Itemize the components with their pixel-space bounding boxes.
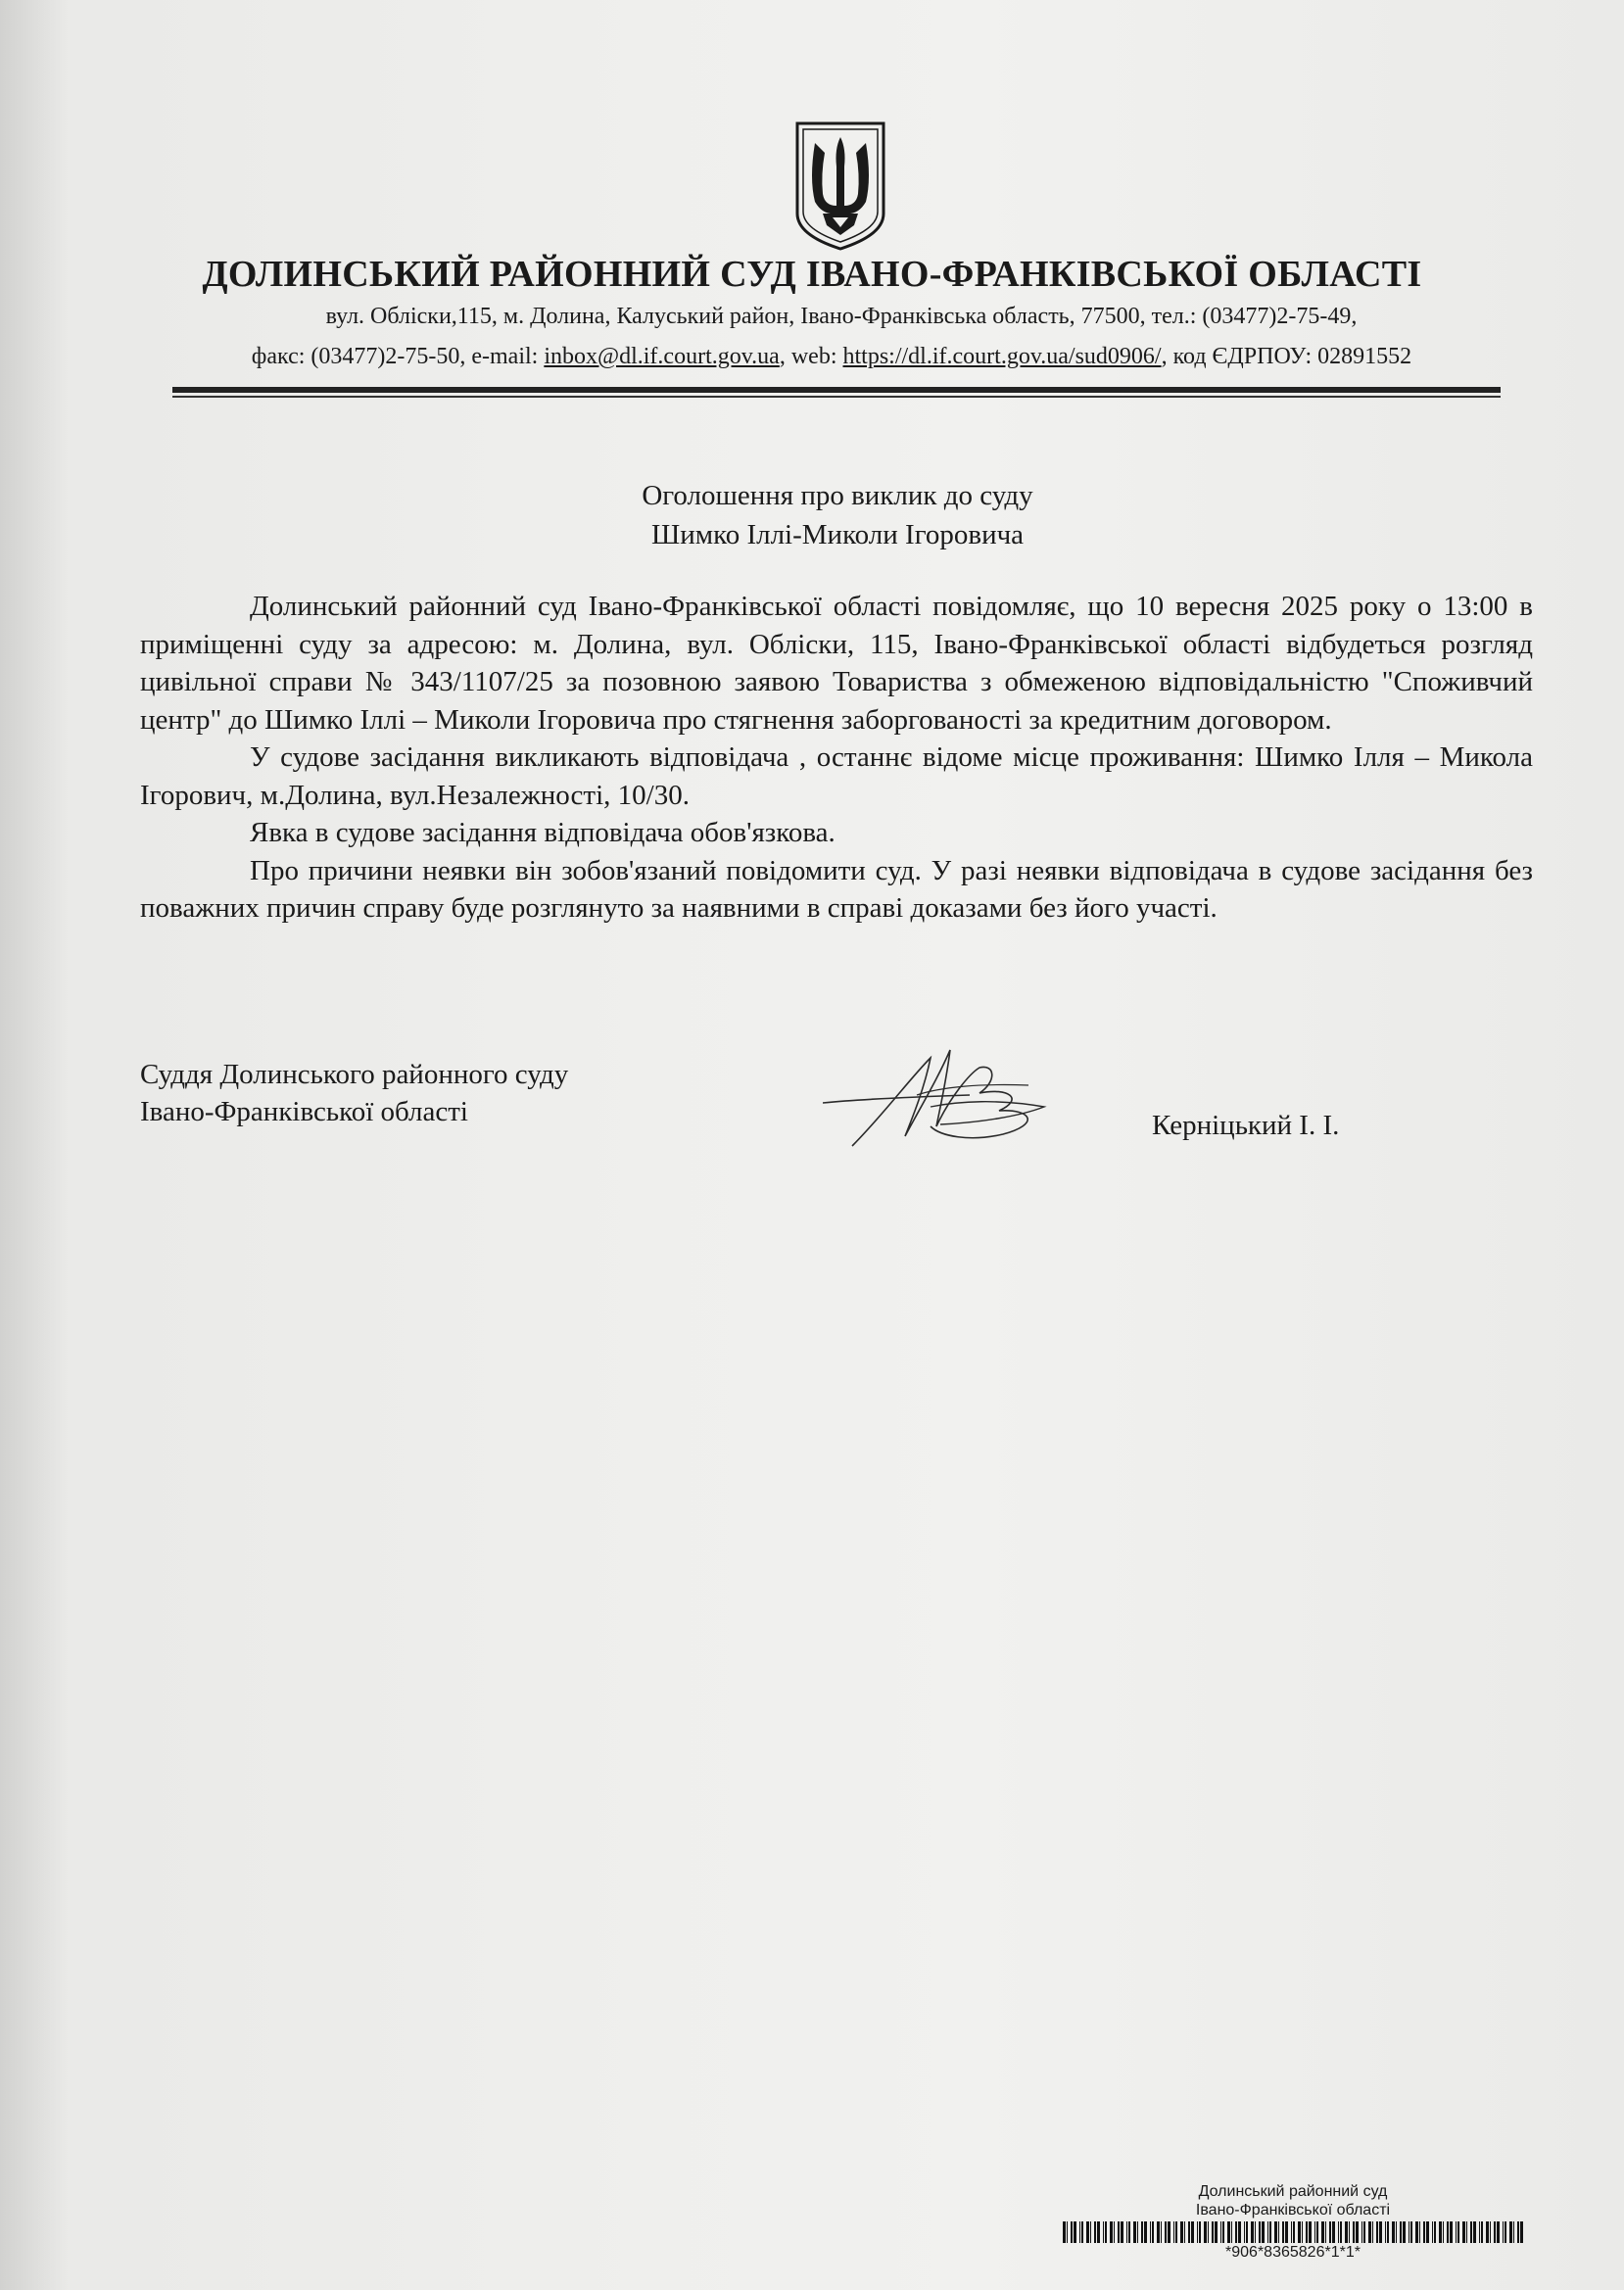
notice-paragraph: У судове засідання викликають відповідача , останнє відоме місце проживання: Шимко Ілля – Микола Ігорович, м.Долина, вул.Незалежності, 10/30. <box>140 741 1533 811</box>
stamp-line: Івано-Франківської області <box>1195 2202 1391 2218</box>
judge-position-line: Суддя Долинського районного суду <box>140 1059 569 1090</box>
stamp-line: Долинський районний суд <box>1198 2183 1388 2200</box>
judge-position-line: Івано-Франківської області <box>140 1096 468 1127</box>
judge-name: Керніцький І. І. <box>1152 1110 1340 1141</box>
court-contacts <box>20 344 1624 370</box>
trident-emblem-icon <box>793 119 887 253</box>
web-link[interactable]: https://dl.if.court.gov.ua/sud0906/ <box>842 344 1162 369</box>
header-divider <box>172 387 1501 393</box>
barcode-number: *906*8365826*1*1* <box>1225 2244 1361 2261</box>
handwritten-signature-icon <box>823 1038 1058 1156</box>
notice-paragraph: Долинський районний суд Івано-Франківської області повідомляє, що 10 вересня 2025 року о 13:00 в приміщенні суду за адресою: м. Долина, вул. Обліски, 115, Івано-Франківської області відбудеться розгляд цивільної справи № 343/1107/25 за позовною заявою Товариства з обмеженою відповідальністю "Споживчий центр" до Шимко Іллі – Миколи Ігоровича про стягнення заборгованості за кредитним договором. <box>140 591 1533 736</box>
judge-position <box>140 1056 568 1130</box>
notice-body <box>140 588 1533 928</box>
edrpou-code: , код ЄДРПОУ: 02891552 <box>1161 344 1412 369</box>
barcode-icon <box>1063 2221 1523 2243</box>
notice-subject: Шимко Іллі-Миколи Ігоровича <box>650 519 1025 550</box>
notice-paragraph: Про причини неявки він зобов'язаний повідомити суд. У разі неявки відповідача в судове засідання без поважних причин справу буде розглянуто за наявними в справі доказами без його участі. <box>140 854 1533 924</box>
web-label: , web: <box>779 344 843 369</box>
court-name: ДОЛИНСЬКИЙ РАЙОННИЙ СУД ІВАНО-ФРАНКІВСЬКОЇ ОБЛАСТІ <box>202 254 1422 295</box>
email-link[interactable]: inbox@dl.if.court.gov.ua <box>544 344 780 369</box>
header-divider-thin <box>172 396 1501 398</box>
fax-label: факс: (03477)2-75-50, e-mail: <box>251 344 545 369</box>
notice-title: Оголошення про виклик до суду <box>642 480 1033 511</box>
notice-paragraph: Явка в судове засідання відповідача обов'язкова. <box>250 817 836 848</box>
registry-stamp <box>1156 2182 1430 2219</box>
court-address: вул. Обліски,115, м. Долина, Калуський район, Івано-Франківська область, 77500, тел.: (03477)2-75-49, <box>325 304 1358 329</box>
